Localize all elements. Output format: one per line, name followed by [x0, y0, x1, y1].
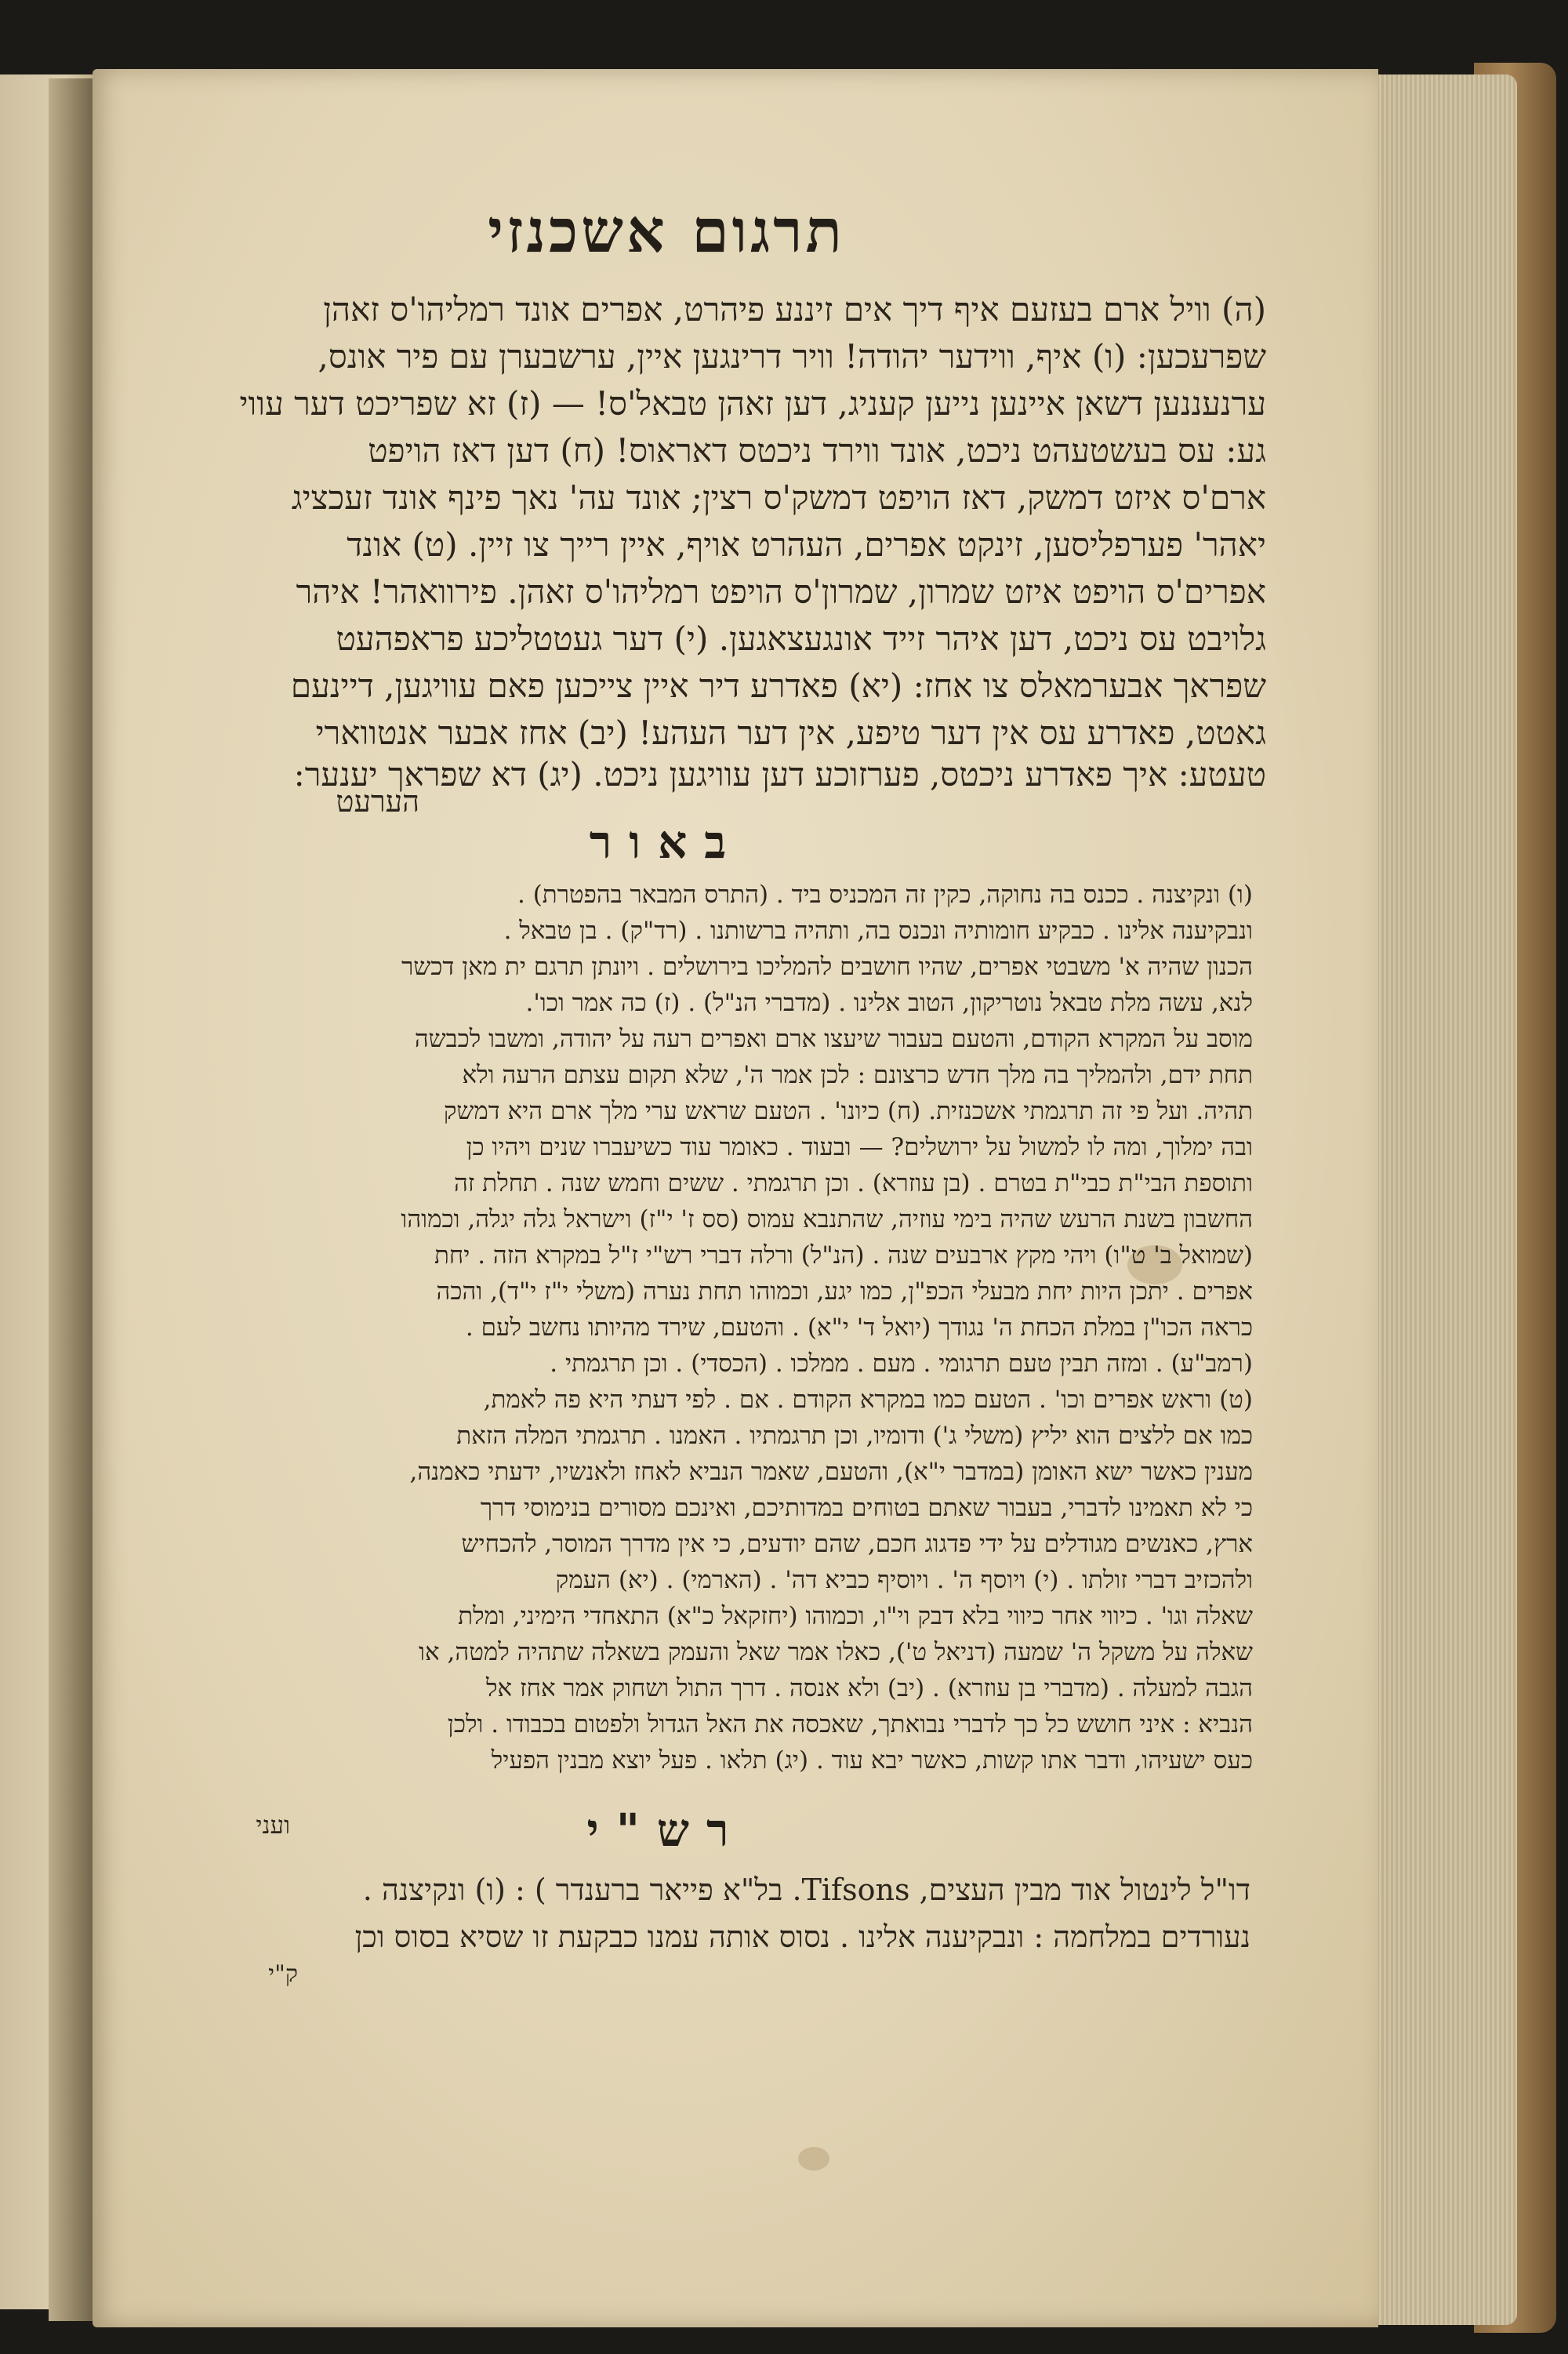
biur-line: הנביא : איני חושש כל כך לדברי נבואתך, שאכסה את האל הגדול ולפטום בכבודו . ולכן [447, 1710, 1253, 1738]
rashi-line: דו"ל לינטול אוד מבין העצים, Tifsons. בל"א פייאר ברענדר ) : (ו) ונקיצנה . [362, 1873, 1250, 1907]
catchword: הערעט [336, 784, 419, 819]
biur-header: באור [589, 816, 744, 869]
biur-line: כי לא תאמינו לדברי, בעבור שאתם בטוחים במדותיכם, ואינכם מסורים בנימוסי דרך [480, 1494, 1253, 1522]
translation-line: שפראך אבערמאלס צו אחז: (יא) פאדרע דיר איין צייכען פאם עוויגען, דיינעם [290, 667, 1266, 705]
biur-line: תהיה. ועל פי זה תרגמתי אשכנזית. (ח) כיונו' . הטעם שראש ערי מלך ארם היא דמשק [443, 1097, 1253, 1125]
page-stack-edge [1360, 74, 1517, 2325]
catchword: ק"י [268, 1960, 298, 1988]
biur-line: ובה ימלוך, ומה לו למשול על ירושלים? — ובעוד . כאומר עוד כשיעברו שנים ויהיו כן [466, 1133, 1253, 1161]
book-gutter [49, 78, 96, 2321]
translation-line: ערנעננען דשאן איינען נייען קעניג, דען זאהן טבאל'ס! — (ז) זא שפריכט דער עווי [239, 384, 1266, 423]
translation-line: גלויבט עס ניכט, דען איהר זייד אונגעצאגען. (י) דער געטטליכע פראפהעט [336, 619, 1266, 658]
biur-line: ותוספת הבי"ת כבי"ת בטרם . (בן עוזרא) . וכן תרגמתי . ששים וחמש שנה . תחלת זה [453, 1169, 1253, 1197]
translation-line: ארם'ס איזט דמשק, דאז הויפט דמשק'ס רצין; אונד עה' נאך פינף אונד זעכציג [291, 478, 1266, 517]
biur-line: ארץ, כאנשים מגודלים על ידי פדגוג חכם, שהם יודעים, כי אין מדרך המוסר, להכחיש [461, 1530, 1253, 1558]
biur-line: החשבון בשנת הרעש שהיה בימי עוזיה, שהתנבא עמוס (סס ז' י"ז) וישראל גלה יגלה, וכמוהו [401, 1205, 1253, 1233]
rashi-header: רש"י [586, 1804, 746, 1857]
translation-line: גע: עס בעשטעהט ניכט, אונד ווירד ניכטס דאראוס! (ח) דען דאז הויפט [368, 431, 1266, 470]
biur-line: הגבה למעלה . (מדברי בן עוזרא) . (יב) ולא אנסה . דרך התול ושחוק אמר אחז אל [486, 1674, 1253, 1702]
page-title: תרגום אשכנזי [488, 196, 845, 266]
biur-line: (שמואל ב' ט"ו) ויהי מקץ ארבעים שנה . (הנ"ל) ורלה דברי רש"י ז"ל במקרא הזה . יחת [434, 1241, 1253, 1270]
translation-line: גאטט, פאדרע עס אין דער טיפע, אין דער העהע! (יב) אחז אבער אנטווארי [315, 714, 1266, 752]
paper-stain [798, 2147, 829, 2171]
translation-line: טעטע: איך פאדרע ניכטס, פערזוכע דען עוויגען ניכט. (יג) דא שפראך יענער: [293, 755, 1266, 794]
biur-line: כראה הכו"ן במלת הכחת ה' נגודך (יואל ד' י"א) . והטעם, שירד מהיותו נחשב לעם . [465, 1313, 1253, 1342]
biur-line: שאלה וגו' . כיווי אחר כיווי בלא דבק וי"ו, וכמוהו (יחזקאל כ"א) התאחדי הימיני, ומלת [458, 1602, 1253, 1630]
biur-line: (ו) ונקיצנה . ככנס בה נחוקה, כקין זה המכניס ביד . (התרס המבאר בהפטרת) . [517, 881, 1253, 909]
translation-line: יאהר' פערפליסען, זינקט אפרים, העהרט אויף, איין רייך צו זיין. (ט) אונד [347, 525, 1266, 564]
biur-line: (ט) וראש אפרים וכו' . הטעם כמו במקרא הקודם . אם . לפי דעתי היא פה לאמת, [483, 1386, 1253, 1414]
translation-line: שפרעכען: (ו) איף, ווידער יהודה! וויר דרינגען איין, ערשבערן עם פיר אונס, [318, 337, 1266, 376]
biur-line: שאלה על משקל ה' שמעה (דניאל ט'), כאלו אמר שאל והעמק בשאלה שתהיה למטה, או [419, 1638, 1253, 1666]
biur-line: כעס ישעיהו, ודבר אתו קשות, כאשר יבא עוד . (יג) תלאו . פעל יוצא מבנין הפעיל [491, 1746, 1253, 1775]
biur-line: מוסב על המקרא הקודם, והטעם בעבור שיעצו ארם ואפרים רעה על יהודה, ומשבו לכבשה [414, 1025, 1253, 1053]
rashi-line: נעורדים במלחמה : ונבקיענה אלינו . נסוס אותה עמנו כבקעת זו שסיא בסוס וכן [354, 1920, 1250, 1954]
biur-line: ונבקיענה אלינו . כבקיע חומותיה ונכנס בה, ותהיה ברשותנו . (רד"ק) . בן טבאל . [503, 917, 1253, 945]
biur-line: לנא, עשה מלת טבאל נוטריקון, הטוב אלינו . (מדברי הנ"ל) . (ז) כה אמר וכו'. [525, 989, 1253, 1017]
biur-line: כמו אם ללצים הוא יליץ (משלי ג') ודומיו, וכן תרגמתיו . האמנו . תרגמתי המלה הזאת [456, 1422, 1253, 1450]
catchword: ועני [256, 1811, 290, 1840]
biur-line: ולהכזיב דברי זולתו . (י) ויוסף ה' . ויוסיף כביא דה' . (הארמי) . (יא) העמק [555, 1566, 1253, 1594]
translation-line: אפרים'ס הויפט איזט שמרון, שמרון'ס הויפט רמליהו'ס זאהן. פירוואהר! איהר [296, 572, 1266, 611]
translation-line: (ה) וויל ארם בעזעם איף דיך אים זיננע פיהרט, אפרים אונד רמליהו'ס זאהן [323, 290, 1266, 329]
biur-line: הכנון שהיה א' משבטי אפרים, שהיו חושבים להמליכו בירושלים . ויונתן תרגם ית מאן דכשר [401, 953, 1253, 981]
biur-line: (רמב"ע) . ומזה תבין טעם תרגומי . מעם . ממלכו . (הכסדי) . וכן תרגמתי . [550, 1350, 1253, 1378]
biur-line: מענין כאשר ישא האומן (במדבר י"א), והטעם, שאמר הנביא לאחז ולאנשיו, ידעתי כאמנה, [409, 1458, 1253, 1486]
biur-line: תחת ידם, ולהמליך בה מלך חדש כרצונם : לכן אמר ה', שלא תקום עצתם הרעה ולא [462, 1061, 1253, 1089]
biur-line: אפרים . יתכן היות יחת מבעלי הכפ"ן, כמו יגע, וכמוהו תחת נערה (משלי י"ז י"ד), והכה [436, 1277, 1253, 1306]
